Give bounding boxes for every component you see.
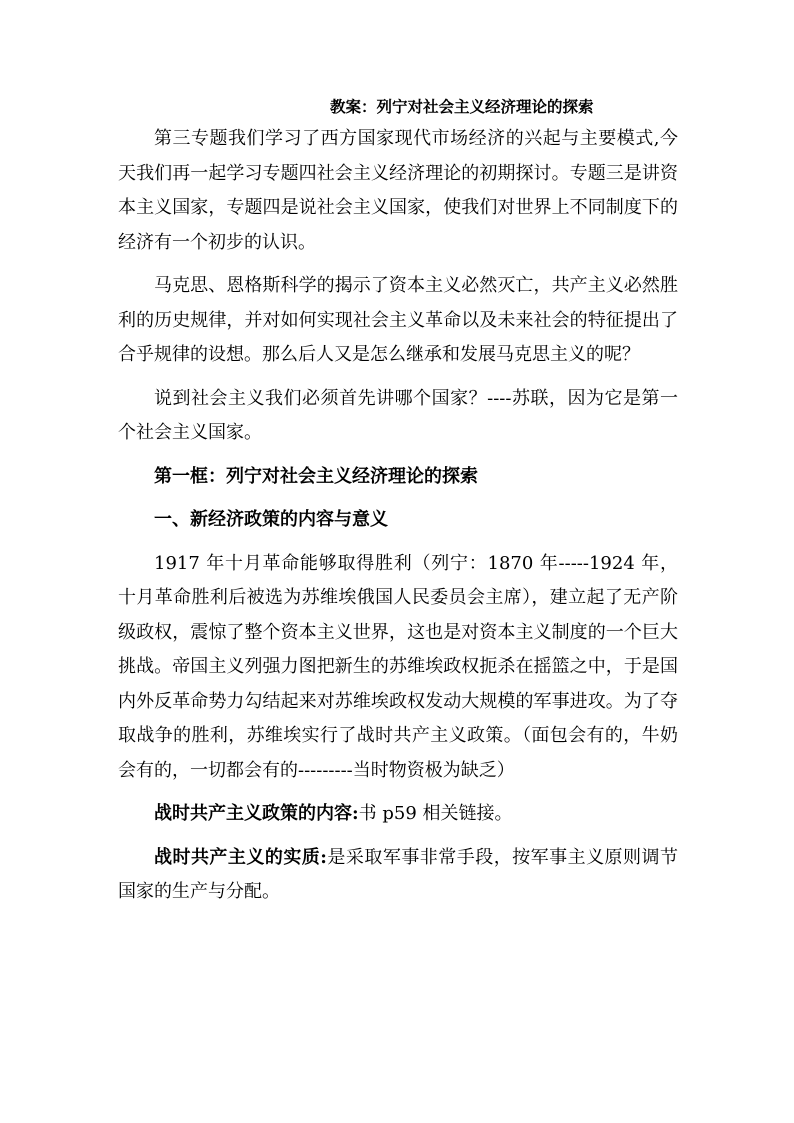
war-communism-content-text: 书 p59 相关链接。 bbox=[358, 803, 513, 824]
paragraph-marx-engels: 马克思、恩格斯科学的揭示了资本主义必然灭亡，共产主义必然胜利的历史规律，并对如何实现社会主义革命以及未来社会的特征提出了合乎规律的设想。那么后人又是怎么继承和发展马克思主义的呢？ bbox=[118, 275, 678, 365]
war-communism-essence-label: 战时共产主义的实质: bbox=[154, 846, 327, 868]
document-page bbox=[118, 96, 678, 919]
section-heading-new-economic-policy: 一、新经济政策的内容与意义 bbox=[154, 509, 388, 530]
section-heading-frame-one: 第一框：列宁对社会主义经济理论的探索 bbox=[154, 465, 478, 487]
war-communism-essence-text: 是采取军事非常手段，按军事主义原则调节国家的生产与分配。 bbox=[118, 846, 678, 902]
paragraph-war-communism-essence bbox=[118, 841, 678, 910]
war-communism-content-label: 战时共产主义政策的内容: bbox=[154, 803, 359, 824]
paragraph-october-revolution: 1917 年十月革命能够取得胜利（列宁：1870 年-----1924 年，十月革命胜利后被选为苏维埃俄国人民委员会主席），建立起了无产阶级政权，震惊了整个资本主义世界，这也是对资本主义制度的一个巨大挑战。帝国主义列强力图把新生的苏维埃政权扼杀在摇篮之中，于是国内外反革命势力勾结起来对苏维埃政权发动大规模的军事进攻。为了夺取战争的胜利，苏维埃实行了战时共产主义政策。（面包会有的，牛奶会有的，一切都会有的---------当时物资极为缺乏） bbox=[118, 552, 678, 781]
document-title: 教案：列宁对社会主义经济理论的探索 bbox=[330, 97, 594, 116]
paragraph-soviet-union: 说到社会主义我们必须首先讲哪个国家？----苏联，因为它是第一个社会主义国家。 bbox=[118, 387, 678, 443]
paragraph-intro: 第三专题我们学习了西方国家现代市场经济的兴起与主要模式,今天我们再一起学习专题四社会主义经济理论的初期探讨。专题三是讲资本主义国家，专题四是说社会主义国家，使我们对世界上不同制度下的经济有一个初步的认识。 bbox=[118, 128, 678, 253]
paragraph-war-communism-content bbox=[118, 797, 678, 832]
